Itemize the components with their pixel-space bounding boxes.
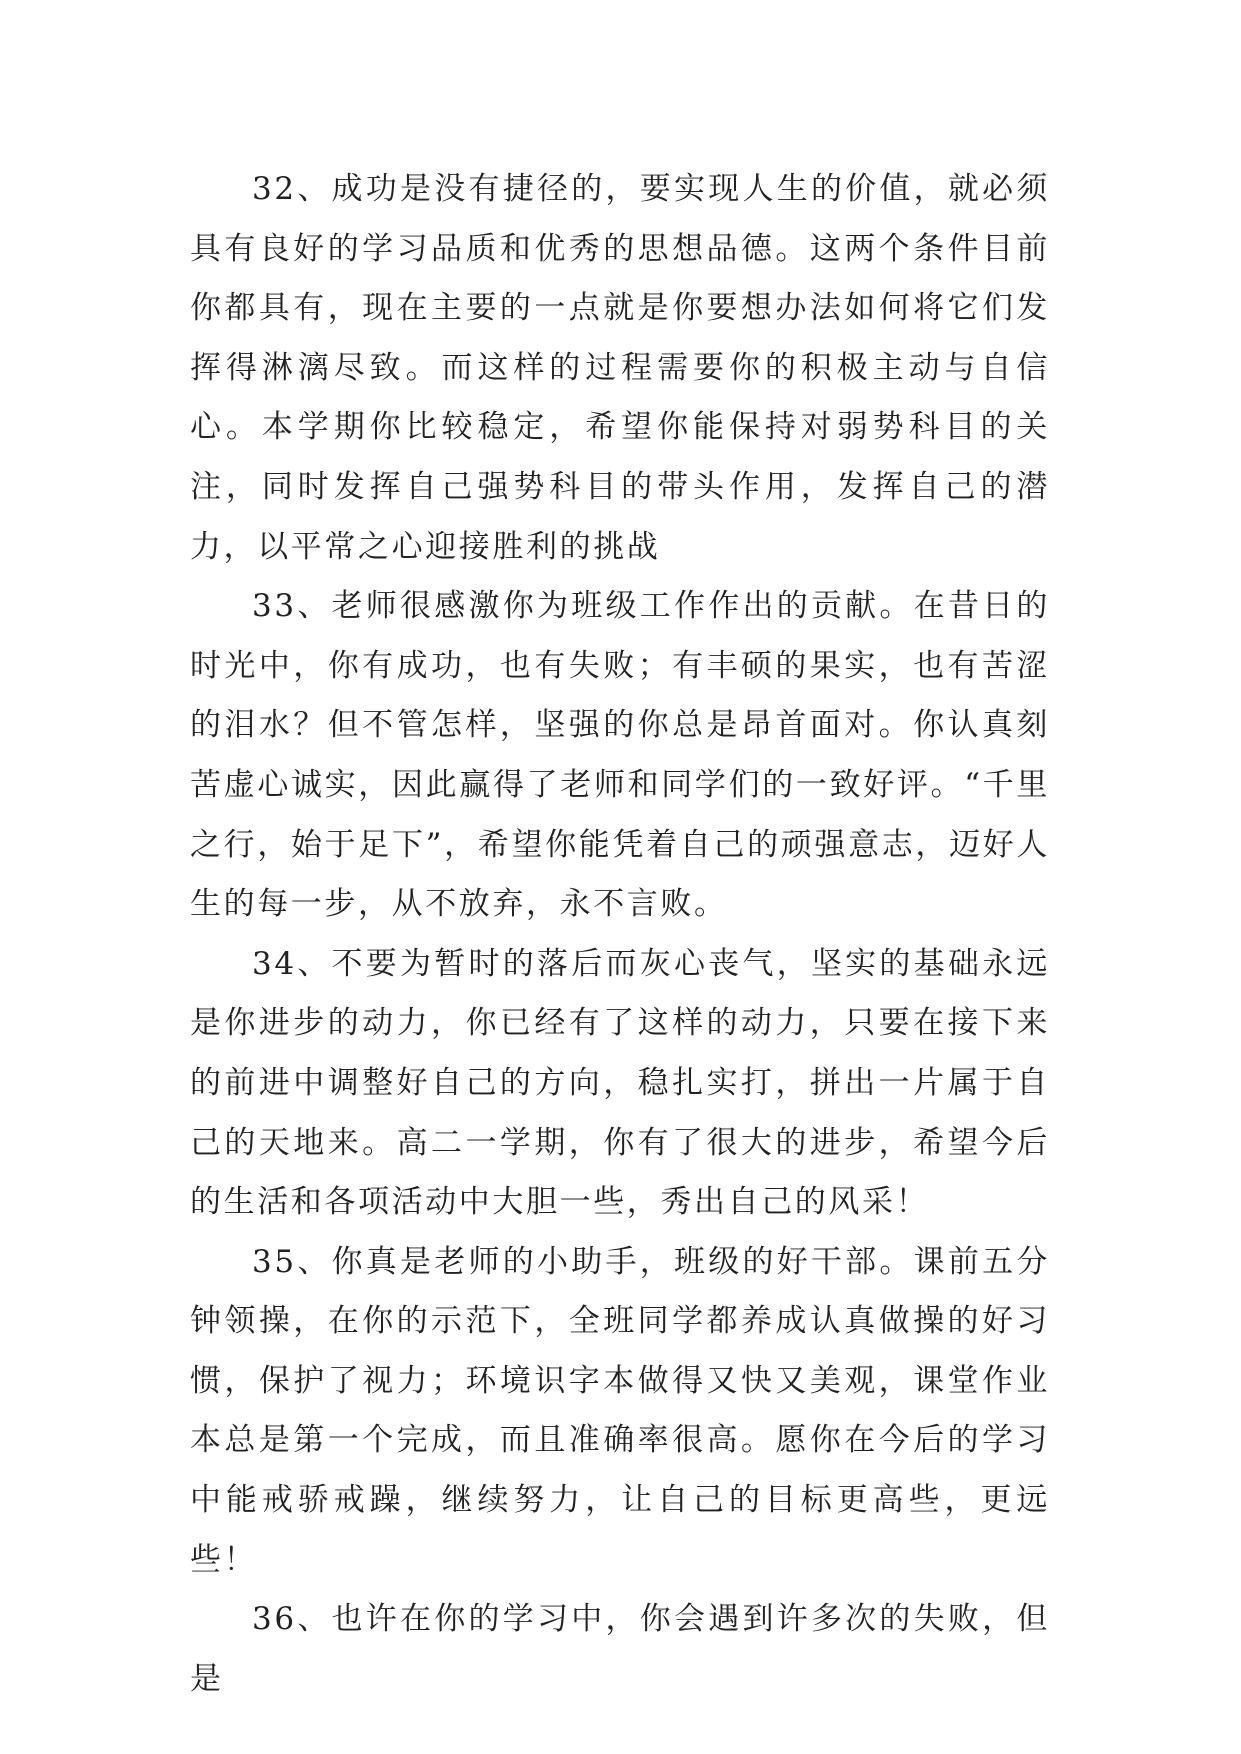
paragraph-34: 34、不要为暂时的落后而灰心丧气，坚实的基础永远是你进步的动力，你已经有了这样的动力，只要在接下来的前进中调整好自己的方向，稳扎实打，拼出一片属于自己的天地来。高二一学期，你有了很大的进步，希望今后的生活和各项活动中大胆一些，秀出自己的风采！: [190, 945, 1050, 1221]
paragraph-36: 36、也许在你的学习中，你会遇到许多次的失败，但是: [190, 1601, 1050, 1697]
document-body: [190, 160, 1050, 1709]
paragraph-32: 32、成功是没有捷径的，要实现人生的价值，就必须具有良好的学习品质和优秀的思想品德。这两个条件目前你都具有，现在主要的一点就是你要想办法如何将它们发挥得淋漓尽致。而这样的过程需要你的积极主动与自信心。本学期你比较稳定，希望你能保持对弱势科目的关注，同时发挥自己强势科目的带头作用，发挥自己的潜力，以平常之心迎接胜利的挑战: [190, 171, 1050, 565]
paragraph-33: 33、老师很感激你为班级工作作出的贡献。在昔日的时光中，你有成功，也有失败；有丰硕的果实，也有苦涩的泪水？但不管怎样，坚强的你总是昂首面对。你认真刻苦虚心诚实，因此赢得了老师和同学们的一致好评。“千里之行，始于足下”，希望你能凭着自己的顽强意志，迈好人生的每一步，从不放弃，永不言败。: [190, 588, 1050, 923]
paragraph-35: 35、你真是老师的小助手，班级的好干部。课前五分钟领操，在你的示范下，全班同学都养成认真做操的好习惯，保护了视力；环境识字本做得又快又美观，课堂作业本总是第一个完成，而且准确率很高。愿你在今后的学习中能戒骄戒躁，继续努力，让自己的目标更高些，更远些！: [190, 1243, 1050, 1578]
